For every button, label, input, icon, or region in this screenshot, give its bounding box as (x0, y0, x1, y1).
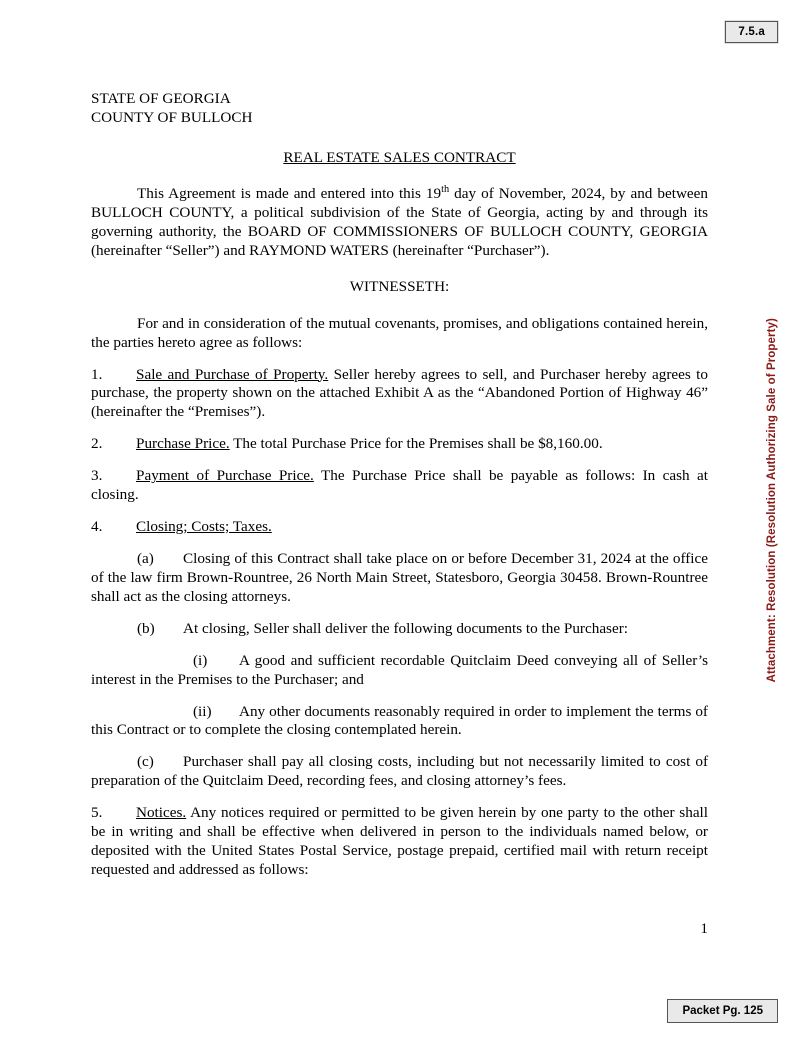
document-body (91, 90, 708, 893)
attachment-side-label: Attachment: Resolution (Resolution Authorizing Sale of Property) (766, 318, 778, 683)
intro-text-a: This Agreement is made and entered into this 19 (137, 185, 442, 203)
intro-ordinal-suffix: th (441, 184, 450, 196)
subclause-text: Purchaser shall pay all closing costs, including but not necessarily limited to cost of preparation of the Quitclaim Deed, recording fees, and closing attorney’s fees. (91, 753, 708, 790)
clause-number: 5. (91, 804, 103, 822)
agenda-item-tag: 7.5.a (725, 21, 778, 43)
subclause-label: (ii) (193, 702, 212, 720)
subclause-text: Any other documents reasonably required in order to implement the terms of this Contract or to complete the closing contemplated herein. (91, 702, 708, 739)
subclause-label: (b) (137, 619, 155, 637)
subclause-label: (a) (137, 549, 154, 567)
clause-heading: Payment of Purchase Price. (136, 467, 314, 485)
clause-5 (91, 804, 708, 880)
clause-number: 4. (91, 518, 103, 536)
subclause-text: At closing, Seller shall deliver the following documents to the Purchaser: (183, 619, 628, 637)
clause-number: 2. (91, 435, 103, 453)
intro-paragraph (91, 184, 708, 261)
clause-3 (91, 467, 708, 505)
clause-text: The total Purchase Price for the Premises shall be $8,160.00. (229, 435, 603, 453)
clause-heading: Closing; Costs; Taxes. (136, 518, 272, 536)
subclause-text: A good and sufficient recordable Quitclaim Deed conveying all of Seller’s interest in the Premises to the Purchaser; and (91, 651, 708, 688)
intro-text-b: day of November, 2024, by and between BULLOCH COUNTY, a political subdivision of the State of Georgia, acting by and through its governing authority, the BOARD OF COMMISSIONERS OF BULLOCH COUNTY, GEORGIA (hereinafter “Seller”) and RAYMOND WATERS (hereinafter “Purchaser”). (91, 185, 708, 259)
clause-4b-ii (91, 703, 708, 741)
page-number: 1 (700, 920, 708, 937)
clause-number: 3. (91, 467, 103, 485)
clause-text: Seller hereby agrees to sell, and Purchaser hereby agrees to purchase, the property shown on the attached Exhibit A as the “Abandoned Portion of Highway 46” (hereinafter the “Premises”). (91, 365, 708, 421)
clause-heading: Purchase Price. (136, 435, 230, 453)
subclause-label: (c) (137, 753, 154, 771)
clause-text: The Purchase Price shall be payable as follows: In cash at closing. (91, 467, 708, 504)
clause-4b-i (91, 652, 708, 690)
subclause-text: Closing of this Contract shall take place on or before December 31, 2024 at the office of the law firm Brown-Rountree, 26 North Main Street, Statesboro, Georgia 30458. Brown-Rountree shall act as the closing attorneys. (91, 549, 708, 605)
county-line: COUNTY OF BULLOCH (91, 108, 253, 126)
consideration-text: For and in consideration of the mutual covenants, promises, and obligations contained herein, the parties hereto agree as follows: (91, 314, 708, 351)
document-title-text: REAL ESTATE SALES CONTRACT (283, 149, 516, 167)
clause-4b (91, 620, 708, 639)
state-line: STATE OF GEORGIA (91, 90, 231, 107)
clause-heading: Notices. (136, 804, 187, 822)
clause-2 (91, 435, 708, 454)
clause-4a (91, 550, 708, 607)
witnesseth-line: WITNESSETH: (349, 277, 450, 295)
subclause-label: (i) (193, 651, 208, 669)
clause-heading: Sale and Purchase of Property. (136, 365, 329, 383)
clause-text: Any notices required or permitted to be given herein by one party to the other shall be in writing and shall be effective when delivered in person to the individuals named below, or deposited with the United States Postal Service, postage prepaid, certified mail with return receipt requested and addressed as follows: (91, 804, 708, 878)
clause-4 (91, 518, 708, 537)
packet-page-tag: Packet Pg. 125 (667, 999, 778, 1023)
consideration-paragraph (91, 315, 708, 353)
clause-number: 1. (91, 365, 103, 383)
clause-4c (91, 753, 708, 791)
document-title (91, 149, 708, 168)
clause-1 (91, 366, 708, 423)
